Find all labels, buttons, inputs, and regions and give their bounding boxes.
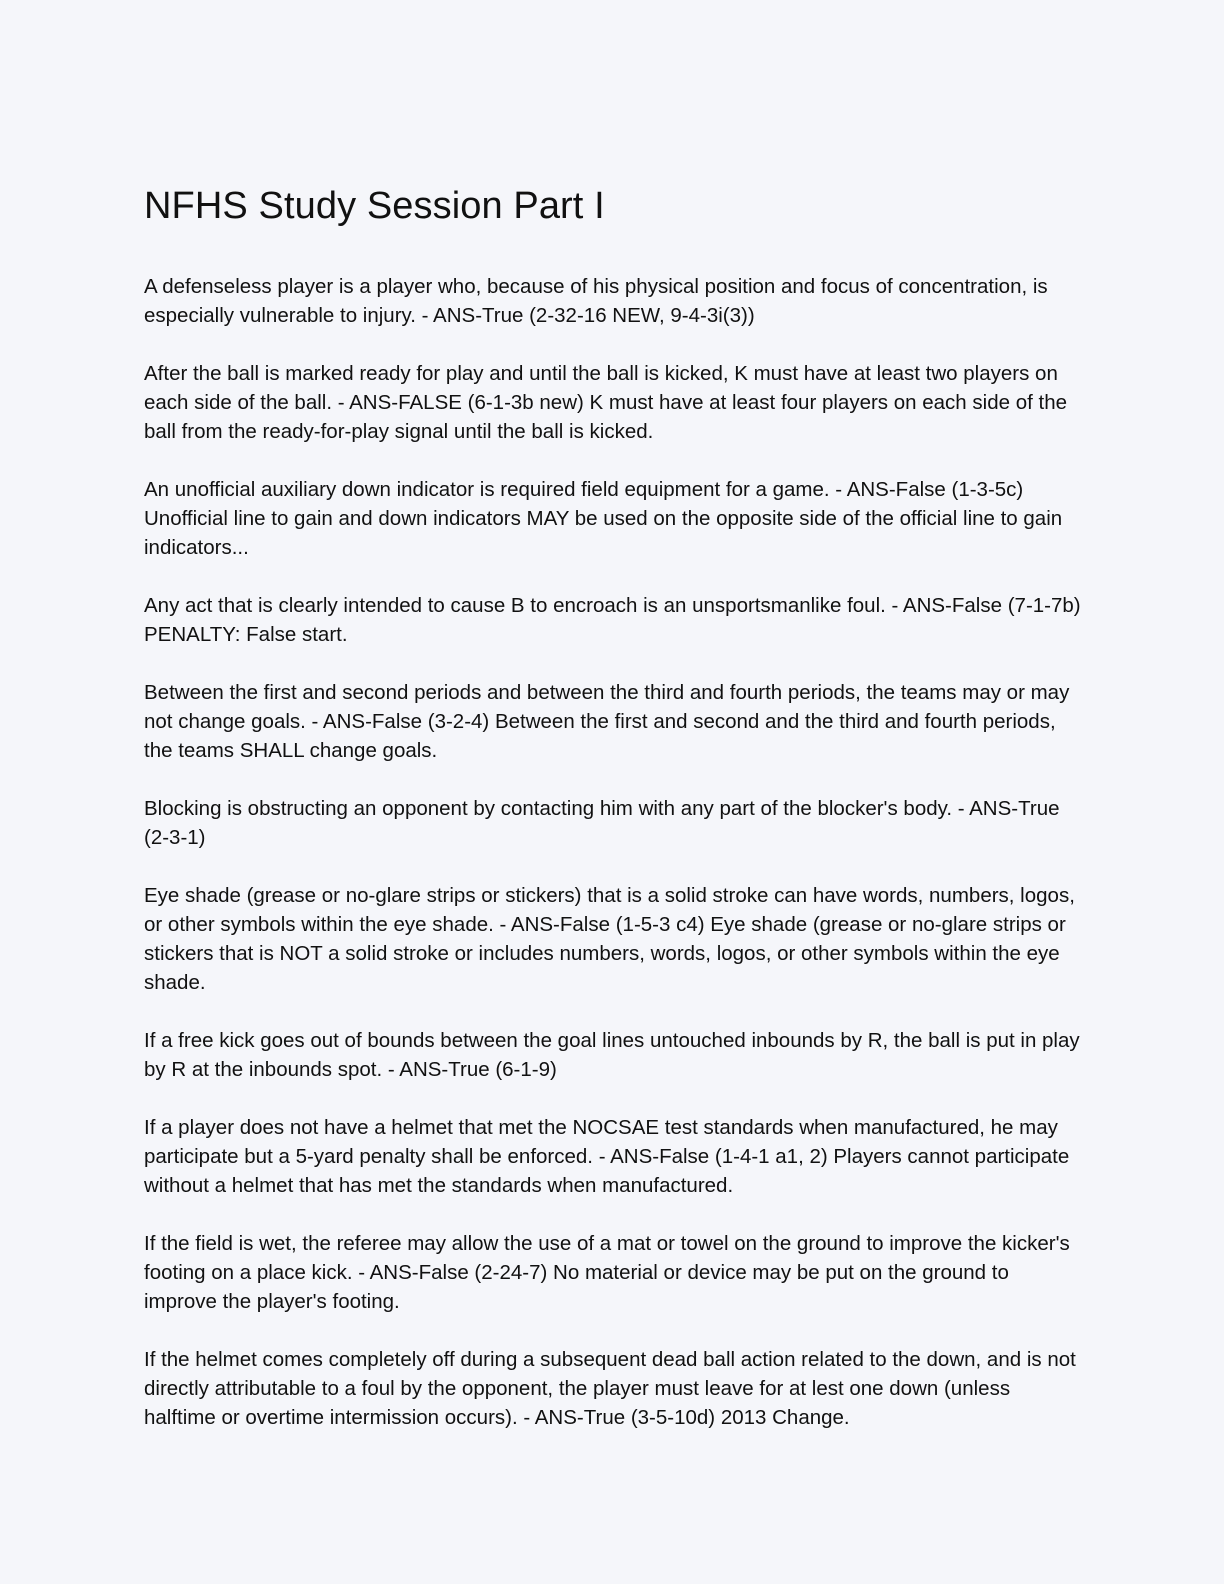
page-title: NFHS Study Session Part I: [144, 185, 605, 227]
qa-entry-2: After the ball is marked ready for play and until the ball is kicked, K must have at least two players on each side of the ball. - ANS-FALSE (6-1-3b new) K must have at least four players on each side of the ball from the ready-for-play signal until the ball is kicked.: [144, 362, 1067, 443]
qa-entry-1: A defenseless player is a player who, because of his physical position and focus of concentration, is especially vulnerable to injury. - ANS-True (2-32-16 NEW, 9-4-3i(3)): [144, 275, 1048, 327]
qa-entry-11: If the helmet comes completely off during a subsequent dead ball action related to the down, and is not directly attributable to a foul by the opponent, the player must leave for at lest one down (unless halftime or overtime intermission occurs). - ANS-True (3-5-10d) 2013 Change.: [144, 1348, 1076, 1429]
qa-entry-10: If the field is wet, the referee may allow the use of a mat or towel on the ground to improve the kicker's footing on a place kick. - ANS-False (2-24-7) No material or device may be put on the ground to improve the player's footing.: [144, 1232, 1070, 1313]
qa-entry-4: Any act that is clearly intended to cause B to encroach is an unsportsmanlike foul. - ANS-False (7-1-7b) PENALTY: False start.: [144, 594, 1081, 646]
document-content: [144, 184, 1084, 1461]
qa-entry-6: Blocking is obstructing an opponent by contacting him with any part of the blocker's body. - ANS-True (2-3-1): [144, 797, 1060, 849]
qa-entry-9: If a player does not have a helmet that met the NOCSAE test standards when manufactured, he may participate but a 5-yard penalty shall be enforced. - ANS-False (1-4-1 a1, 2) Players cannot participate without a helmet that has met the standards when manufactured.: [144, 1116, 1070, 1197]
qa-entry-8: If a free kick goes out of bounds between the goal lines untouched inbounds by R, the ball is put in play by R at the inbounds spot. - ANS-True (6-1-9): [144, 1029, 1080, 1081]
qa-entry-7: Eye shade (grease or no-glare strips or stickers) that is a solid stroke can have words, numbers, logos, or other symbols within the eye shade. - ANS-False (1-5-3 c4) Eye shade (grease or no-glare strips or stickers that is NOT a solid stroke or includes numbers, words, logos, or other symbols within the eye shade.: [144, 884, 1075, 994]
qa-entry-5: Between the first and second periods and between the third and fourth periods, the teams may or may not change goals. - ANS-False (3-2-4) Between the first and second and the third and fourth periods, the teams SHALL change goals.: [144, 681, 1070, 762]
qa-entry-3: An unofficial auxiliary down indicator is required field equipment for a game. - ANS-False (1-3-5c) Unofficial line to gain and down indicators MAY be used on the opposite side of the official line to gain indicators...: [144, 478, 1063, 559]
